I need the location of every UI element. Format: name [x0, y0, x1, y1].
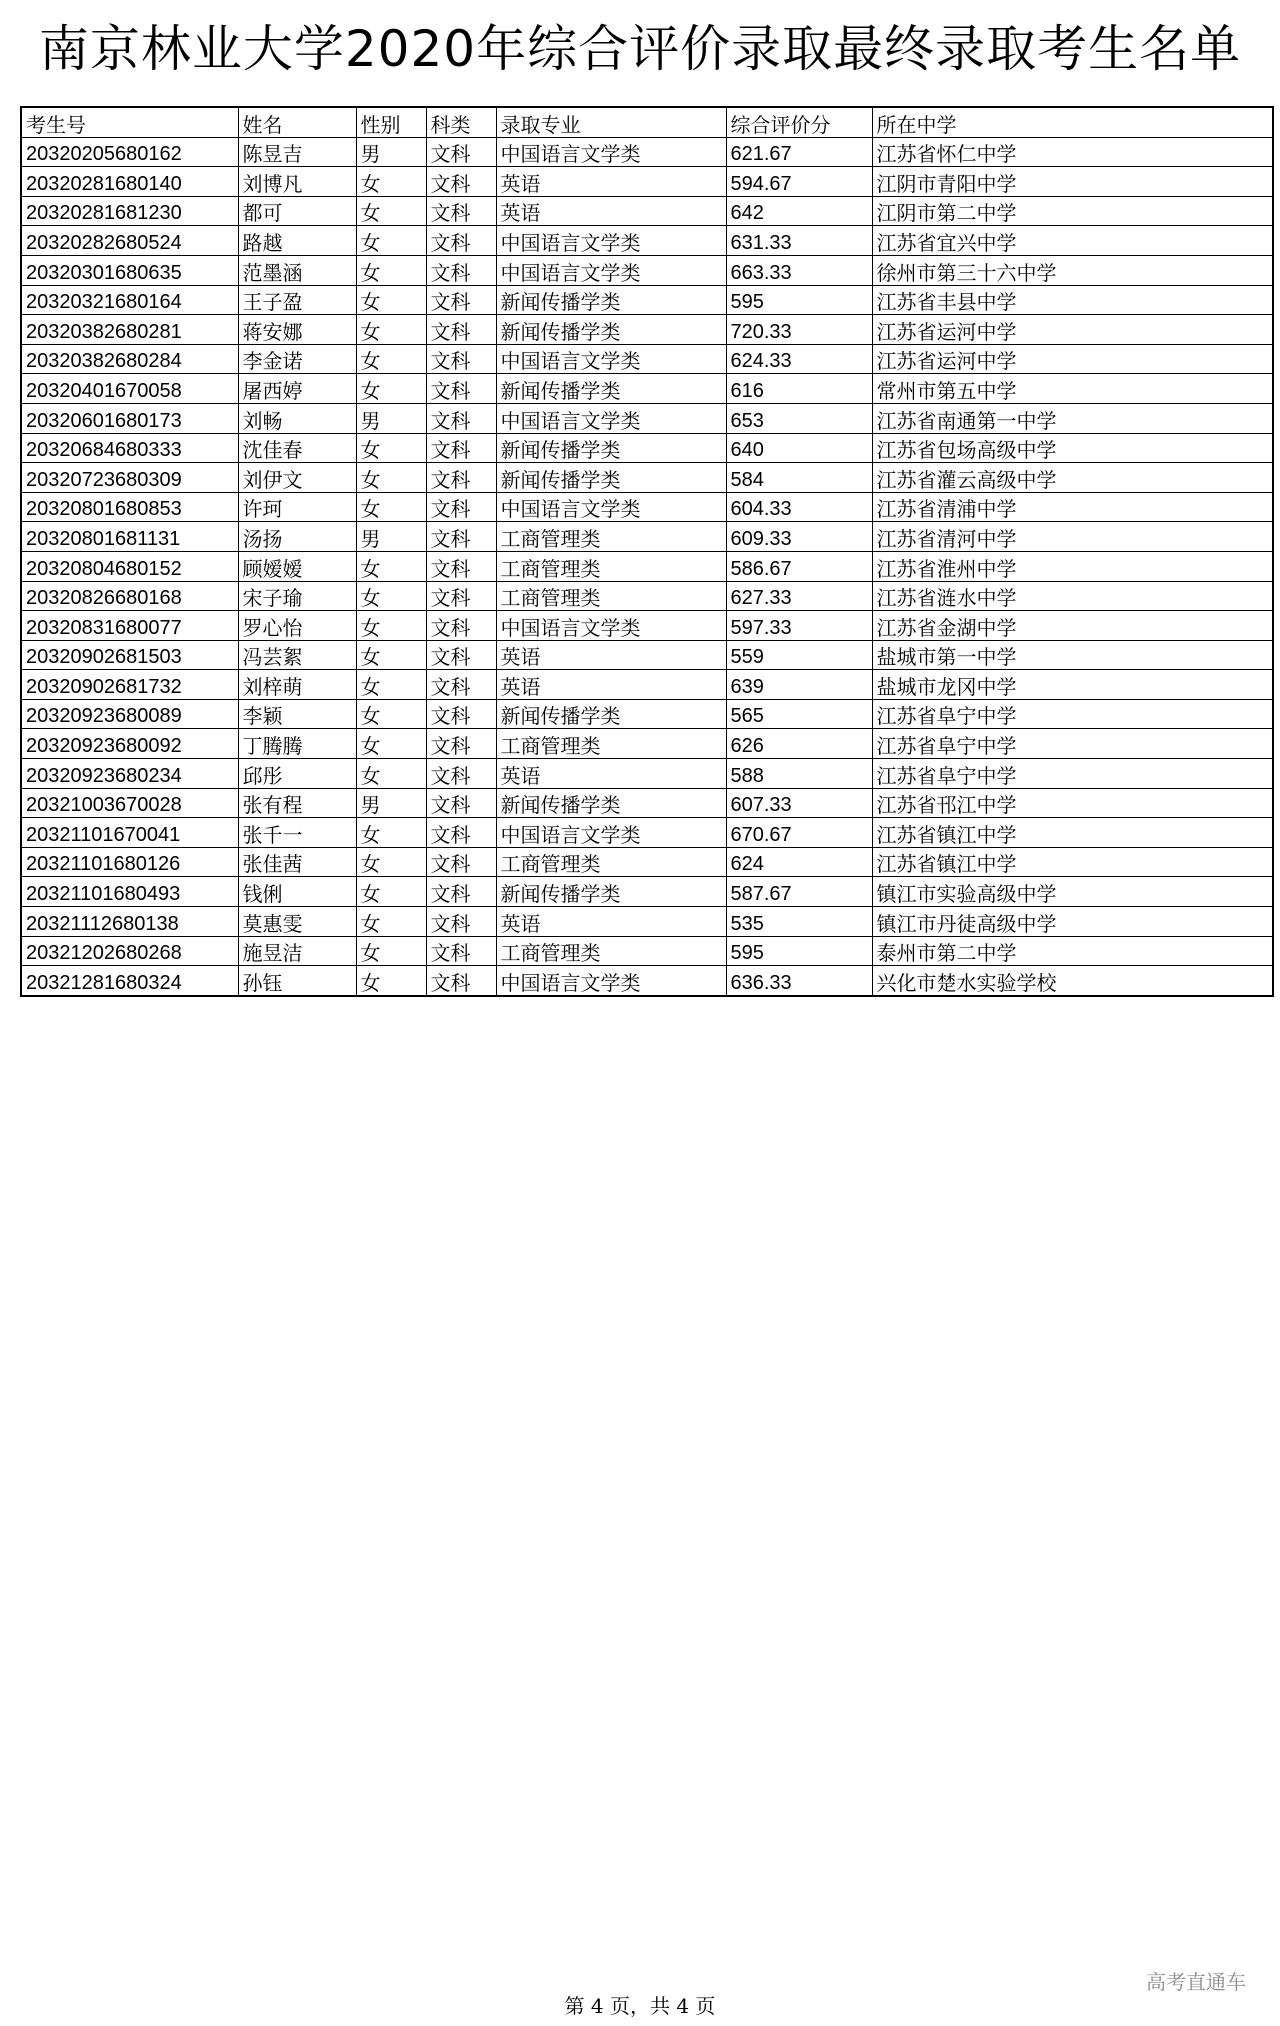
table-row — [21, 551, 1273, 581]
cell-name: 张千一 — [238, 818, 356, 848]
cell-subject-type: 文科 — [426, 137, 496, 167]
cell-school: 江苏省镇江中学 — [872, 847, 1273, 877]
cell-subject-type: 文科 — [426, 818, 496, 848]
column-header-score: 综合评价分 — [726, 107, 872, 137]
column-header-exam-id: 考生号 — [21, 107, 238, 137]
cell-major: 中国语言文学类 — [496, 137, 726, 167]
cell-subject-type: 文科 — [426, 226, 496, 256]
cell-major: 中国语言文学类 — [496, 818, 726, 848]
cell-score: 626 — [726, 729, 872, 759]
cell-score: 586.67 — [726, 551, 872, 581]
cell-gender: 女 — [356, 255, 426, 285]
cell-major: 中国语言文学类 — [496, 226, 726, 256]
cell-subject-type: 文科 — [426, 788, 496, 818]
cell-subject-type: 文科 — [426, 433, 496, 463]
cell-school: 江苏省宜兴中学 — [872, 226, 1273, 256]
table-row — [21, 226, 1273, 256]
cell-name: 刘畅 — [238, 403, 356, 433]
cell-exam-id: 20321112680138 — [21, 907, 238, 937]
cell-major: 中国语言文学类 — [496, 344, 726, 374]
cell-gender: 女 — [356, 640, 426, 670]
cell-major: 英语 — [496, 167, 726, 197]
cell-school: 江苏省阜宁中学 — [872, 729, 1273, 759]
cell-exam-id: 20320923680092 — [21, 729, 238, 759]
cell-gender: 女 — [356, 463, 426, 493]
table-row — [21, 285, 1273, 315]
cell-subject-type: 文科 — [426, 966, 496, 996]
cell-exam-id: 20320723680309 — [21, 463, 238, 493]
table-row — [21, 966, 1273, 996]
cell-gender: 女 — [356, 433, 426, 463]
cell-major: 中国语言文学类 — [496, 403, 726, 433]
cell-name: 都可 — [238, 196, 356, 226]
cell-school: 兴化市楚水实验学校 — [872, 966, 1273, 996]
cell-name: 李金诺 — [238, 344, 356, 374]
column-header-school: 所在中学 — [872, 107, 1273, 137]
cell-major: 新闻传播学类 — [496, 877, 726, 907]
cell-school: 盐城市龙冈中学 — [872, 670, 1273, 700]
cell-score: 607.33 — [726, 788, 872, 818]
cell-gender: 女 — [356, 729, 426, 759]
cell-subject-type: 文科 — [426, 670, 496, 700]
cell-subject-type: 文科 — [426, 167, 496, 197]
cell-gender: 女 — [356, 196, 426, 226]
cell-major: 中国语言文学类 — [496, 255, 726, 285]
cell-score: 565 — [726, 699, 872, 729]
cell-exam-id: 20320923680234 — [21, 759, 238, 789]
cell-major: 工商管理类 — [496, 729, 726, 759]
cell-gender: 男 — [356, 137, 426, 167]
cell-school: 江阴市青阳中学 — [872, 167, 1273, 197]
table-row — [21, 759, 1273, 789]
cell-subject-type: 文科 — [426, 196, 496, 226]
page-title: 南京林业大学2020年综合评价录取最终录取考生名单 — [38, 20, 1242, 78]
cell-score: 642 — [726, 196, 872, 226]
cell-exam-id: 20320281680140 — [21, 167, 238, 197]
cell-gender: 女 — [356, 611, 426, 641]
cell-subject-type: 文科 — [426, 581, 496, 611]
cell-name: 王子盈 — [238, 285, 356, 315]
cell-school: 泰州市第二中学 — [872, 936, 1273, 966]
cell-school: 江苏省南通第一中学 — [872, 403, 1273, 433]
cell-score: 584 — [726, 463, 872, 493]
cell-school: 江苏省清浦中学 — [872, 492, 1273, 522]
cell-exam-id: 20320684680333 — [21, 433, 238, 463]
table-row — [21, 196, 1273, 226]
cell-exam-id: 20320801681131 — [21, 522, 238, 552]
cell-name: 蒋安娜 — [238, 315, 356, 345]
cell-name: 刘博凡 — [238, 167, 356, 197]
cell-exam-id: 20320281681230 — [21, 196, 238, 226]
table-row — [21, 611, 1273, 641]
cell-score: 559 — [726, 640, 872, 670]
table-row — [21, 492, 1273, 522]
cell-score: 670.67 — [726, 818, 872, 848]
cell-gender: 女 — [356, 285, 426, 315]
cell-score: 587.67 — [726, 877, 872, 907]
cell-major: 新闻传播学类 — [496, 463, 726, 493]
cell-school: 江苏省怀仁中学 — [872, 137, 1273, 167]
cell-exam-id: 20320382680281 — [21, 315, 238, 345]
table-row — [21, 344, 1273, 374]
cell-subject-type: 文科 — [426, 729, 496, 759]
table-row — [21, 315, 1273, 345]
cell-gender: 女 — [356, 226, 426, 256]
cell-name: 屠西婷 — [238, 374, 356, 404]
cell-gender: 女 — [356, 581, 426, 611]
table-row — [21, 581, 1273, 611]
cell-score: 663.33 — [726, 255, 872, 285]
cell-major: 中国语言文学类 — [496, 492, 726, 522]
cell-major: 英语 — [496, 196, 726, 226]
cell-gender: 女 — [356, 551, 426, 581]
cell-gender: 女 — [356, 670, 426, 700]
cell-major: 新闻传播学类 — [496, 285, 726, 315]
cell-gender: 女 — [356, 759, 426, 789]
cell-name: 丁腾腾 — [238, 729, 356, 759]
cell-name: 张佳茜 — [238, 847, 356, 877]
cell-exam-id: 20320902681503 — [21, 640, 238, 670]
cell-subject-type: 文科 — [426, 551, 496, 581]
cell-school: 江苏省邗江中学 — [872, 788, 1273, 818]
cell-subject-type: 文科 — [426, 403, 496, 433]
column-header-gender: 性别 — [356, 107, 426, 137]
cell-score: 616 — [726, 374, 872, 404]
cell-school: 镇江市丹徒高级中学 — [872, 907, 1273, 937]
cell-subject-type: 文科 — [426, 463, 496, 493]
cell-name: 路越 — [238, 226, 356, 256]
cell-major: 工商管理类 — [496, 936, 726, 966]
cell-gender: 女 — [356, 699, 426, 729]
table-row — [21, 522, 1273, 552]
cell-score: 595 — [726, 285, 872, 315]
cell-school: 江阴市第二中学 — [872, 196, 1273, 226]
cell-score: 594.67 — [726, 167, 872, 197]
cell-subject-type: 文科 — [426, 936, 496, 966]
cell-subject-type: 文科 — [426, 255, 496, 285]
cell-school: 常州市第五中学 — [872, 374, 1273, 404]
cell-exam-id: 20320321680164 — [21, 285, 238, 315]
cell-score: 535 — [726, 907, 872, 937]
cell-name: 刘梓萌 — [238, 670, 356, 700]
cell-gender: 男 — [356, 522, 426, 552]
cell-name: 许珂 — [238, 492, 356, 522]
cell-exam-id: 20320205680162 — [21, 137, 238, 167]
cell-score: 624.33 — [726, 344, 872, 374]
cell-subject-type: 文科 — [426, 759, 496, 789]
table-row — [21, 936, 1273, 966]
cell-school: 镇江市实验高级中学 — [872, 877, 1273, 907]
cell-school: 江苏省涟水中学 — [872, 581, 1273, 611]
cell-gender: 女 — [356, 847, 426, 877]
cell-exam-id: 20321202680268 — [21, 936, 238, 966]
cell-exam-id: 20320801680853 — [21, 492, 238, 522]
cell-score: 588 — [726, 759, 872, 789]
cell-score: 720.33 — [726, 315, 872, 345]
cell-score: 624 — [726, 847, 872, 877]
cell-name: 李颖 — [238, 699, 356, 729]
table-row — [21, 167, 1273, 197]
cell-score: 639 — [726, 670, 872, 700]
cell-exam-id: 20320804680152 — [21, 551, 238, 581]
table-row — [21, 788, 1273, 818]
table-row — [21, 818, 1273, 848]
table-header-row — [21, 107, 1273, 137]
cell-subject-type: 文科 — [426, 285, 496, 315]
cell-exam-id: 20321003670028 — [21, 788, 238, 818]
cell-major: 英语 — [496, 759, 726, 789]
table-row — [21, 255, 1273, 285]
cell-score: 621.67 — [726, 137, 872, 167]
cell-name: 陈昱吉 — [238, 137, 356, 167]
cell-gender: 女 — [356, 936, 426, 966]
cell-name: 汤扬 — [238, 522, 356, 552]
cell-exam-id: 20321281680324 — [21, 966, 238, 996]
cell-score: 595 — [726, 936, 872, 966]
cell-name: 沈佳春 — [238, 433, 356, 463]
cell-subject-type: 文科 — [426, 877, 496, 907]
cell-major: 工商管理类 — [496, 551, 726, 581]
cell-name: 邱彤 — [238, 759, 356, 789]
cell-school: 江苏省金湖中学 — [872, 611, 1273, 641]
cell-gender: 女 — [356, 492, 426, 522]
cell-name: 钱俐 — [238, 877, 356, 907]
cell-subject-type: 文科 — [426, 492, 496, 522]
admission-roster-table — [20, 106, 1274, 997]
cell-subject-type: 文科 — [426, 344, 496, 374]
table-row — [21, 847, 1273, 877]
watermark-text: 高考直通车 — [1146, 1970, 1246, 1994]
table-row — [21, 670, 1273, 700]
cell-exam-id: 20320923680089 — [21, 699, 238, 729]
cell-name: 孙钰 — [238, 966, 356, 996]
cell-gender: 女 — [356, 818, 426, 848]
cell-score: 640 — [726, 433, 872, 463]
cell-score: 631.33 — [726, 226, 872, 256]
cell-subject-type: 文科 — [426, 315, 496, 345]
cell-subject-type: 文科 — [426, 907, 496, 937]
cell-major: 新闻传播学类 — [496, 315, 726, 345]
cell-exam-id: 20320401670058 — [21, 374, 238, 404]
cell-name: 罗心怡 — [238, 611, 356, 641]
cell-major: 中国语言文学类 — [496, 611, 726, 641]
cell-name: 莫惠雯 — [238, 907, 356, 937]
table-row — [21, 877, 1273, 907]
cell-name: 刘伊文 — [238, 463, 356, 493]
cell-major: 工商管理类 — [496, 847, 726, 877]
cell-gender: 女 — [356, 907, 426, 937]
cell-subject-type: 文科 — [426, 374, 496, 404]
table-row — [21, 729, 1273, 759]
cell-score: 653 — [726, 403, 872, 433]
column-header-major: 录取专业 — [496, 107, 726, 137]
column-header-name: 姓名 — [238, 107, 356, 137]
cell-gender: 男 — [356, 788, 426, 818]
cell-gender: 男 — [356, 403, 426, 433]
cell-school: 江苏省阜宁中学 — [872, 759, 1273, 789]
cell-gender: 女 — [356, 344, 426, 374]
cell-school: 江苏省淮州中学 — [872, 551, 1273, 581]
cell-score: 627.33 — [726, 581, 872, 611]
table-row — [21, 403, 1273, 433]
cell-gender: 女 — [356, 374, 426, 404]
cell-exam-id: 20320826680168 — [21, 581, 238, 611]
table-row — [21, 907, 1273, 937]
cell-exam-id: 20320301680635 — [21, 255, 238, 285]
cell-name: 张有程 — [238, 788, 356, 818]
cell-major: 工商管理类 — [496, 581, 726, 611]
cell-major: 新闻传播学类 — [496, 699, 726, 729]
cell-score: 636.33 — [726, 966, 872, 996]
cell-major: 工商管理类 — [496, 522, 726, 552]
column-header-subject-type: 科类 — [426, 107, 496, 137]
cell-major: 英语 — [496, 907, 726, 937]
table-body — [21, 137, 1273, 996]
cell-major: 英语 — [496, 670, 726, 700]
cell-major: 新闻传播学类 — [496, 374, 726, 404]
cell-subject-type: 文科 — [426, 522, 496, 552]
cell-gender: 女 — [356, 315, 426, 345]
cell-major: 英语 — [496, 640, 726, 670]
cell-exam-id: 20320831680077 — [21, 611, 238, 641]
cell-subject-type: 文科 — [426, 847, 496, 877]
cell-school: 江苏省运河中学 — [872, 344, 1273, 374]
table-row — [21, 463, 1273, 493]
cell-school: 江苏省阜宁中学 — [872, 699, 1273, 729]
cell-school: 盐城市第一中学 — [872, 640, 1273, 670]
cell-school: 江苏省丰县中学 — [872, 285, 1273, 315]
cell-gender: 女 — [356, 966, 426, 996]
cell-school: 江苏省运河中学 — [872, 315, 1273, 345]
table-row — [21, 137, 1273, 167]
cell-school: 江苏省镇江中学 — [872, 818, 1273, 848]
cell-name: 宋子瑜 — [238, 581, 356, 611]
cell-gender: 女 — [356, 167, 426, 197]
table-row — [21, 699, 1273, 729]
table-row — [21, 374, 1273, 404]
page-footer: 第 4 页，共 4 页 — [564, 1994, 716, 2018]
cell-score: 604.33 — [726, 492, 872, 522]
cell-exam-id: 20320601680173 — [21, 403, 238, 433]
cell-major: 新闻传播学类 — [496, 433, 726, 463]
cell-major: 中国语言文学类 — [496, 966, 726, 996]
cell-subject-type: 文科 — [426, 611, 496, 641]
cell-school: 江苏省清河中学 — [872, 522, 1273, 552]
cell-exam-id: 20321101670041 — [21, 818, 238, 848]
cell-subject-type: 文科 — [426, 699, 496, 729]
cell-school: 江苏省灌云高级中学 — [872, 463, 1273, 493]
cell-school: 徐州市第三十六中学 — [872, 255, 1273, 285]
cell-score: 597.33 — [726, 611, 872, 641]
cell-score: 609.33 — [726, 522, 872, 552]
table-row — [21, 433, 1273, 463]
cell-exam-id: 20321101680493 — [21, 877, 238, 907]
cell-exam-id: 20320902681732 — [21, 670, 238, 700]
cell-exam-id: 20321101680126 — [21, 847, 238, 877]
cell-name: 范墨涵 — [238, 255, 356, 285]
cell-name: 冯芸絮 — [238, 640, 356, 670]
table-row — [21, 640, 1273, 670]
cell-subject-type: 文科 — [426, 640, 496, 670]
cell-name: 顾嫒嫒 — [238, 551, 356, 581]
cell-school: 江苏省包场高级中学 — [872, 433, 1273, 463]
cell-exam-id: 20320282680524 — [21, 226, 238, 256]
cell-gender: 女 — [356, 877, 426, 907]
cell-exam-id: 20320382680284 — [21, 344, 238, 374]
cell-name: 施昱洁 — [238, 936, 356, 966]
cell-major: 新闻传播学类 — [496, 788, 726, 818]
